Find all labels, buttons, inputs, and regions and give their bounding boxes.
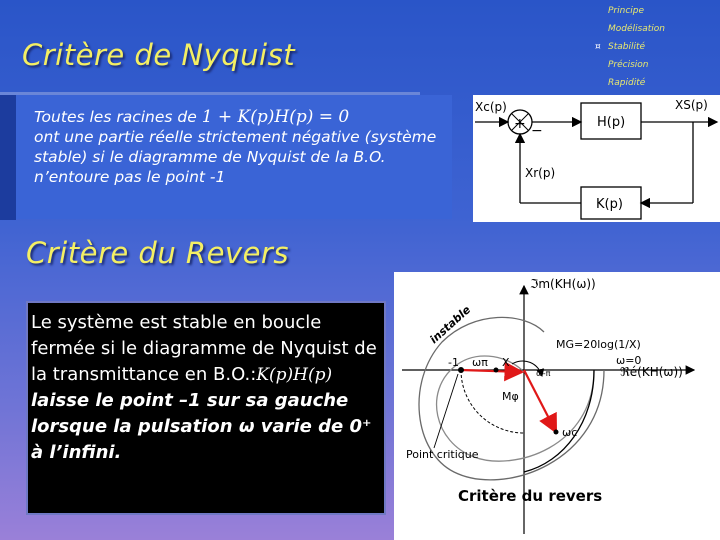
- block-diagram-panel: [473, 95, 720, 222]
- slide-nav: [595, 2, 710, 92]
- revers-text: Le système est stable en boucle fermée si le diagramme de Nyquist de la transmittance en B.O.:: [31, 312, 377, 385]
- nav-item-precision[interactable]: Précision: [608, 60, 649, 70]
- omega-pi-label: ωπ: [472, 356, 488, 369]
- omega-pi-sub-label: ω-π: [536, 369, 551, 378]
- block-diagram: [473, 95, 720, 222]
- open-loop-formula: K(p)H(p): [256, 365, 333, 385]
- minus-sign: −: [531, 123, 543, 139]
- nyquist-criterion-text: ont une partie réelle strictement négative (système stable) si le diagramme de Nyquist de la B.O. n’entoure pas le point -1: [34, 128, 437, 186]
- section2-title: Critère du Revers: [26, 236, 289, 270]
- critical-point-leader: [434, 374, 458, 448]
- feedback-signal-label: Xr(p): [525, 166, 556, 180]
- nyquist-figure-panel: [394, 272, 720, 540]
- nyquist-curve-main: [524, 370, 594, 472]
- imag-axis-label: ℑm(KH(ω)): [530, 277, 596, 291]
- nav-item-principe[interactable]: Principe: [608, 6, 645, 16]
- minus-one-label: -1: [448, 356, 459, 369]
- revers-condition-text: laisse le point –1 sur sa gauche lorsque la pulsation ω varie de 0⁺ à l’infini.: [31, 390, 372, 463]
- forward-block-label: H(p): [597, 115, 626, 130]
- real-axis-label: ℜé(KH(ω)): [620, 365, 683, 379]
- nyquist-intro-text: Toutes les racines de: [34, 108, 202, 126]
- nav-item-rapidite[interactable]: Rapidité: [608, 78, 646, 88]
- input-label: Xc(p): [475, 100, 507, 114]
- x-label: X: [502, 356, 510, 369]
- nyquist-criterion-box: [16, 95, 452, 219]
- gain-margin-label: MG=20log(1/X): [556, 338, 641, 351]
- nyquist-diagram: [394, 272, 720, 540]
- figure-caption: Critère du revers: [458, 487, 603, 505]
- omega-zero-label: ω=0: [616, 354, 642, 367]
- active-bullet-icon: ¤: [595, 42, 601, 52]
- unstable-label: instable: [427, 303, 474, 347]
- nav-item-modelisation[interactable]: Modélisation: [608, 24, 665, 34]
- omega-c-label: ωc: [562, 426, 578, 439]
- critical-point-label: Point critique: [406, 448, 479, 461]
- section1-title: Critère de Nyquist: [22, 38, 296, 72]
- output-label: XS(p): [675, 98, 708, 112]
- nav-item-stabilite[interactable]: ¤ Stabilité: [600, 38, 710, 56]
- phase-margin-label: Mφ: [502, 390, 519, 403]
- title-accent-bar: [0, 92, 16, 220]
- plus-sign: +: [514, 116, 526, 132]
- characteristic-equation: 1 + K(p)H(p) = 0: [201, 107, 350, 127]
- revers-criterion-box: [26, 301, 386, 515]
- feedback-block-label: K(p): [596, 197, 623, 212]
- phase-vector: [524, 370, 556, 432]
